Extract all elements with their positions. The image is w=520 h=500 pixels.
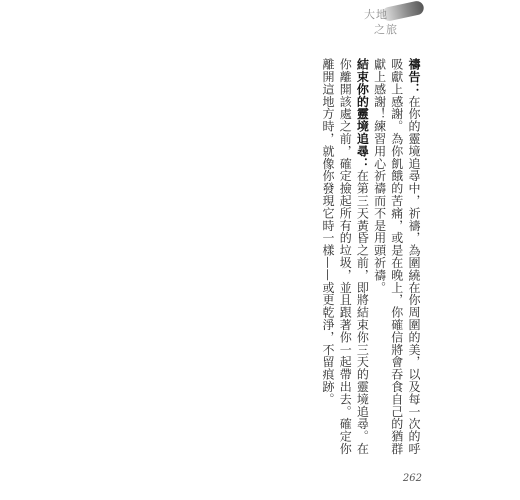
- paragraph-ending: [319, 58, 371, 458]
- logo-text-line1: 大地: [364, 8, 388, 21]
- book-logo: [364, 2, 424, 42]
- body-text: [311, 58, 422, 458]
- paragraph-text-ending: 在第三天黃昏之前，即將結束你三天的靈境追尋。在你離開該處之前，確定撿起所有的垃圾，並且跟著你一起帶出去。確定你離開這地方時，就像你發現它時一樣——或更乾淨，不留痕跡。: [320, 58, 370, 455]
- logo-text-line2: 之旅: [374, 23, 398, 36]
- paragraph-text-prayer: 在你的靈境追尋中，祈禱，為圍繞在你周圍的美，以及每一次的呼吸獻上感謝。為你飢餓的苦痛，或是在晚上，你確信將會吞食自己的猶群獻上感謝！練習用心祈禱而不是用頭祈禱。: [372, 58, 421, 455]
- paragraph-prayer: [370, 58, 422, 458]
- page-number: 262: [402, 473, 422, 484]
- paragraph-label-prayer: 禱告：: [407, 58, 421, 96]
- paragraph-label-ending: 結束你的靈境追尋：: [355, 58, 370, 170]
